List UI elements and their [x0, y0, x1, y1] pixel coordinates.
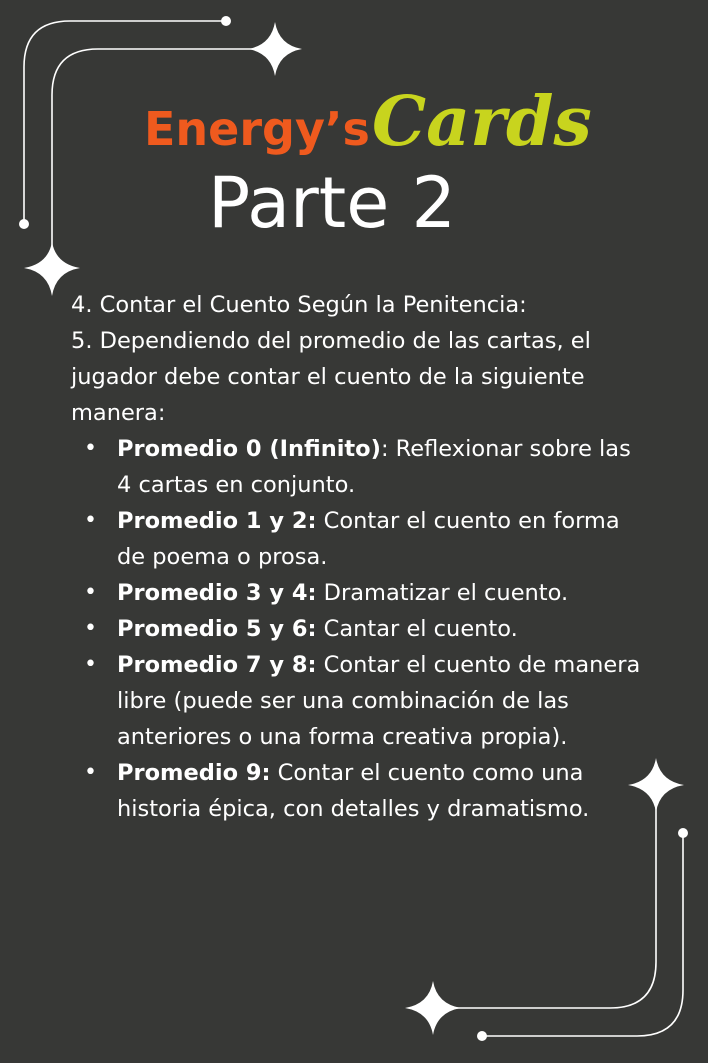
list-item [84, 503, 646, 575]
item-text: Contar el cuento en forma de poema o prosa. [117, 508, 620, 570]
step-4: 4. Contar el Cuento Según la Penitencia: [71, 292, 527, 318]
list-item [84, 611, 646, 647]
item-label: Promedio 1 y 2: [117, 508, 317, 534]
item-text: Cantar el cuento. [316, 616, 518, 642]
item-text: Dramatizar el cuento. [316, 580, 569, 606]
bullet-icon: • [84, 616, 97, 641]
item-label: Promedio 9: [117, 760, 271, 786]
dot-bottom [477, 1031, 487, 1041]
sparkle-icon [405, 981, 461, 1035]
bullet-icon: • [84, 436, 97, 461]
bullet-icon: • [84, 652, 97, 677]
item-label: Promedio 7 y 8: [117, 652, 317, 678]
bullet-icon: • [84, 580, 97, 605]
item-text: : Reflexionar sobre las 4 cartas en conjunto. [117, 436, 631, 498]
dot-left [19, 219, 29, 229]
sparkle-icon [248, 22, 302, 76]
list-item [84, 647, 646, 755]
item-label: Promedio 5 y 6: [117, 616, 317, 642]
average-list [71, 431, 646, 827]
brand-title: Energy’s [144, 102, 370, 156]
dot-right [678, 828, 688, 838]
content-body [71, 287, 646, 827]
item-text: Contar el cuento como una historia épica, con detalles y dramatismo. [117, 760, 590, 822]
list-item [84, 575, 646, 611]
brand-accent-title: Cards [372, 82, 592, 162]
item-label: Promedio 3 y 4: [117, 580, 317, 606]
frame-line-outer-bottom [482, 833, 683, 1036]
item-label: Promedio 0 (Infinito) [117, 436, 381, 462]
step-5: 5. Dependiendo del promedio de las cartas, el jugador debe contar el cuento de la siguiente manera: [71, 328, 591, 426]
dot-top [221, 16, 231, 26]
item-text: Contar el cuento de manera libre (puede ser una combinación de las anteriores o una forma creativa propia). [117, 652, 641, 750]
bullet-icon: • [84, 508, 97, 533]
page-subtitle: Parte 2 [208, 162, 457, 244]
bullet-icon: • [84, 760, 97, 785]
list-item [84, 755, 646, 827]
list-item [84, 431, 646, 503]
